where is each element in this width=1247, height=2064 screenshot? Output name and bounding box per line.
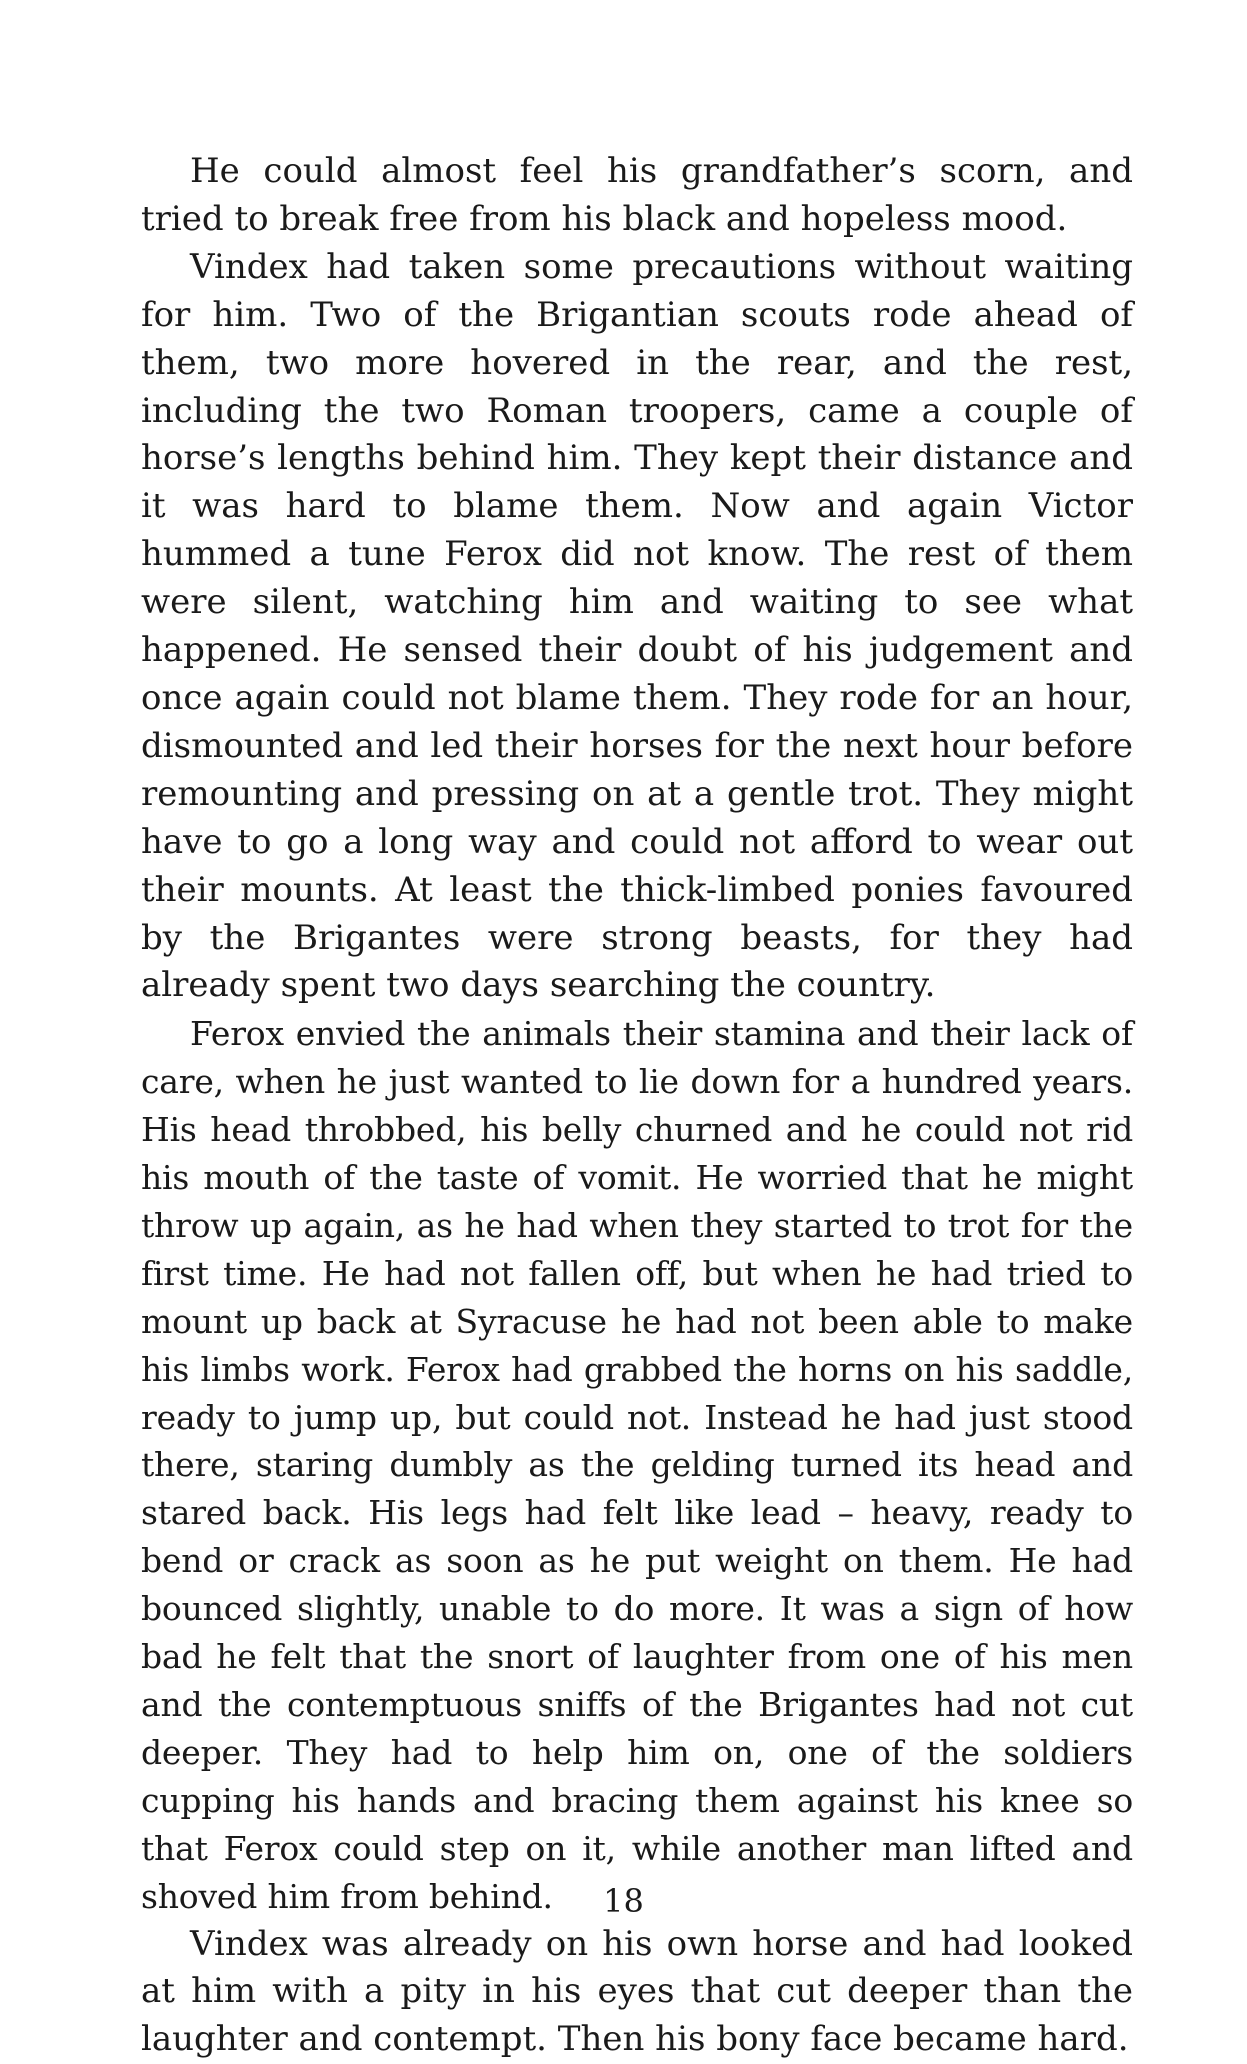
paragraph-2: Vindex had taken some precautions without waiting for him. Two of the Brigantian scouts rode ahead of them, two more hovered in the rear, and the rest, including the two Roman troopers, came a couple of horse’s lengths behind him. They kept their distance and it was hard to blame them. Now and again Victor hummed a tune Ferox did not know. The rest of them were silent, watching him and waiting to see what happened. He sensed their doubt of his judgement and once again could not blame them. They rode for an hour, dismounted and led their horses for the next hour before remounting and pressing on at a gentle trot. They might have to go a long way and could not afford to wear out their mounts. At least the thick-limbed ponies favoured by the Brigantes were strong beasts, for they had already spent two days searching the country. [141, 246, 1133, 1006]
page-number: 18 [603, 1882, 644, 1920]
paragraph-3: Ferox envied the animals their stamina and their lack of care, when he just wanted to lie down for a hundred years. His head throbbed, his belly churned and he could not rid his mouth of the taste of vomit. He worried that he might throw up again, as he had when they started to trot for the first time. He had not fallen off, but when he had tried to mount up back at Syracuse he had not been able to make his limbs work. Ferox had grabbed the horns on his saddle, ready to jump up, but could not. Instead he had just stood there, staring dumbly as the gelding turned its head and stared back. His legs had felt like lead – heavy, ready to bend or crack as soon as he put weight on them. He had bounced slightly, unable to do more. It was a sign of how bad he felt that the snort of laughter from one of his men and the contemptuous sniffs of the Brigantes had not cut deeper. They had to help him on, one of the soldiers cupping his hands and bracing them against his knee so that Ferox could step on it, while another man lifted and shoved him from behind. [141, 1014, 1133, 1916]
paragraph-1: He could almost feel his grandfather’s scorn, and tried to break free from his black and hopeless mood. [141, 151, 1133, 239]
paragraph-4: Vindex was already on his own horse and had looked at him with a pity in his eyes that cut deeper than the laughter and contempt. Then his bony face became hard. [141, 1923, 1133, 2060]
body-text [141, 148, 1133, 2064]
